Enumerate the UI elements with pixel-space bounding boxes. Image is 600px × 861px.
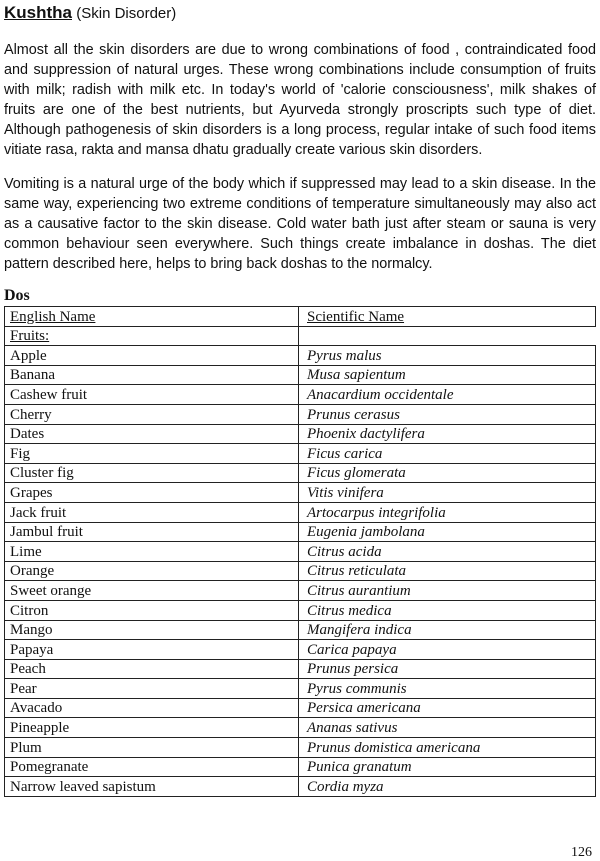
table-row: [5, 502, 596, 522]
title-main: Kushtha: [4, 3, 72, 22]
table-row: [5, 522, 596, 542]
scientific-name-cell: Prunus domistica americana: [299, 738, 596, 758]
english-name-cell: Pineapple: [5, 718, 299, 738]
page-number: 126: [571, 845, 592, 860]
table-row: [5, 679, 596, 699]
scientific-name-cell: Pyrus communis: [299, 679, 596, 699]
english-name-cell: Orange: [5, 561, 299, 581]
table-row: [5, 600, 596, 620]
table-row: [5, 463, 596, 483]
table-header-row: [5, 307, 596, 327]
scientific-name-cell: Citrus reticulata: [299, 561, 596, 581]
scientific-name-cell: Ficus carica: [299, 444, 596, 464]
group-label: Fruits:: [5, 326, 299, 346]
scientific-name-cell: Artocarpus integrifolia: [299, 502, 596, 522]
english-name-cell: Cluster fig: [5, 463, 299, 483]
paragraph-2: Vomiting is a natural urge of the body which if suppressed may lead to a skin disease. In the same way, experiencing two extreme conditions of temperature simultaneously may also act as a causative factor to the skin disease. Cold water bath just after steam or sauna is very common behaviour seen everywhere. Such things create imbalance in doshas. The diet pattern described here, helps to bring back doshas to the normalcy.: [4, 176, 596, 272]
table-row: [5, 659, 596, 679]
header-english-name: English Name: [5, 307, 299, 327]
english-name-cell: Jambul fruit: [5, 522, 299, 542]
paragraph-1: Almost all the skin disorders are due to wrong combinations of food , contraindicated food and suppression of natural urges. These wrong combinations include consumption of fruits with milk; radish with milk etc. In today's world of 'calorie consciousness', milk shakes of fruits are one of the best nutrients, but Ayurveda strongly proscripts such type of diet. Although pathogenesis of skin disorders is a long process, regular intake of such food items vitiate rasa, rakta and mansa dhatu gradually create various skin disorders.: [4, 42, 596, 158]
english-name-cell: Peach: [5, 659, 299, 679]
scientific-name-cell: Eugenia jambolana: [299, 522, 596, 542]
scientific-name-cell: Musa sapientum: [299, 365, 596, 385]
table-row: [5, 542, 596, 562]
english-name-cell: Jack fruit: [5, 502, 299, 522]
scientific-name-cell: Punica granatum: [299, 757, 596, 777]
scientific-name-cell: Ficus glomerata: [299, 463, 596, 483]
english-name-cell: Pear: [5, 679, 299, 699]
table-row: [5, 404, 596, 424]
english-name-cell: Papaya: [5, 640, 299, 660]
table-row: [5, 444, 596, 464]
english-name-cell: Dates: [5, 424, 299, 444]
scientific-name-cell: Cordia myza: [299, 777, 596, 797]
english-name-cell: Apple: [5, 346, 299, 366]
scientific-name-cell: Citrus aurantium: [299, 581, 596, 601]
table-row: [5, 757, 596, 777]
table-row: [5, 640, 596, 660]
scientific-name-cell: Prunus persica: [299, 659, 596, 679]
scientific-name-cell: Pyrus malus: [299, 346, 596, 366]
table-row: [5, 718, 596, 738]
english-name-cell: Cashew fruit: [5, 385, 299, 405]
table-row: [5, 698, 596, 718]
scientific-name-cell: Anacardium occidentale: [299, 385, 596, 405]
english-name-cell: Fig: [5, 444, 299, 464]
table-group-row: [5, 326, 596, 346]
english-name-cell: Plum: [5, 738, 299, 758]
english-name-cell: Lime: [5, 542, 299, 562]
scientific-name-cell: Vitis vinifera: [299, 483, 596, 503]
scientific-name-cell: Prunus cerasus: [299, 404, 596, 424]
table-row: [5, 620, 596, 640]
table-row: [5, 346, 596, 366]
table-row: [5, 561, 596, 581]
english-name-cell: Narrow leaved sapistum: [5, 777, 299, 797]
scientific-name-cell: Phoenix dactylifera: [299, 424, 596, 444]
scientific-name-cell: Persica americana: [299, 698, 596, 718]
group-empty-cell: [299, 326, 596, 346]
english-name-cell: Cherry: [5, 404, 299, 424]
scientific-name-cell: Mangifera indica: [299, 620, 596, 640]
english-name-cell: Citron: [5, 600, 299, 620]
scientific-name-cell: Ananas sativus: [299, 718, 596, 738]
english-name-cell: Banana: [5, 365, 299, 385]
english-name-cell: Mango: [5, 620, 299, 640]
header-scientific-name: Scientific Name: [299, 307, 596, 327]
scientific-name-cell: Citrus acida: [299, 542, 596, 562]
table-row: [5, 385, 596, 405]
english-name-cell: Sweet orange: [5, 581, 299, 601]
table-row: [5, 483, 596, 503]
table-row: [5, 777, 596, 797]
scientific-name-cell: Citrus medica: [299, 600, 596, 620]
english-name-cell: Grapes: [5, 483, 299, 503]
english-name-cell: Pomegranate: [5, 757, 299, 777]
english-name-cell: Avacado: [5, 698, 299, 718]
scientific-name-cell: Carica papaya: [299, 640, 596, 660]
fruits-table: [4, 306, 596, 797]
table-row: [5, 738, 596, 758]
page-title: [4, 2, 176, 25]
table-row: [5, 581, 596, 601]
table-row: [5, 365, 596, 385]
table-row: [5, 424, 596, 444]
title-subtitle: (Skin Disorder): [76, 5, 177, 22]
dos-label: Dos: [4, 287, 30, 304]
